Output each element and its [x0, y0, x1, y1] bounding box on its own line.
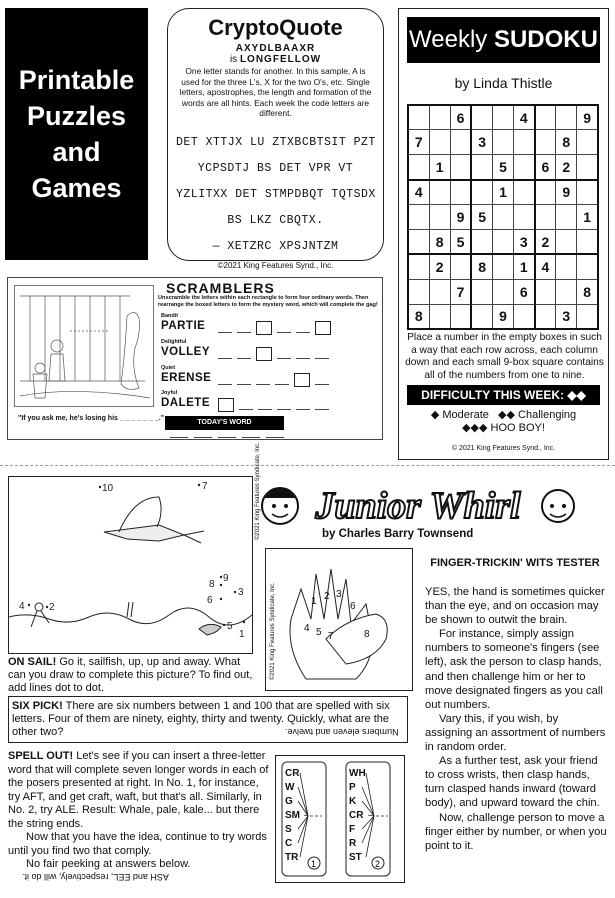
- sudoku-heading-prefix: Weekly: [409, 26, 488, 53]
- poser1-letters: SM: [285, 810, 300, 821]
- sudoku-cell[interactable]: [429, 130, 450, 155]
- spell-out-p3: No fair peeking at answers below.: [26, 858, 191, 870]
- poser2-letters: K: [349, 796, 357, 807]
- dot-label: 3: [238, 587, 244, 598]
- hand-copyright: ©2021 King Features Syndicate, Inc.: [270, 582, 276, 680]
- dot-label: 4: [19, 601, 25, 612]
- scramblers-panel: [7, 277, 383, 440]
- answer-blanks[interactable]: [218, 373, 329, 387]
- sudoku-cell: 9: [577, 105, 598, 130]
- sudoku-cell: 4: [535, 254, 556, 279]
- sudoku-cell: 9: [492, 304, 513, 329]
- poser1-letters: C: [285, 838, 293, 849]
- sudoku-cell[interactable]: [535, 205, 556, 230]
- sudoku-cell[interactable]: [492, 130, 513, 155]
- scramble-hint: Delightful: [161, 339, 187, 345]
- sudoku-row: [408, 279, 598, 304]
- sudoku-cell: 6: [514, 279, 535, 304]
- answer-blanks[interactable]: [218, 398, 329, 412]
- sudoku-cell[interactable]: [450, 304, 471, 329]
- sudoku-cell: 2: [556, 155, 577, 180]
- logo-text: Junior Whirl: [315, 485, 521, 527]
- sudoku-cell[interactable]: [471, 279, 492, 304]
- scramble-hint: Quiet: [161, 365, 176, 371]
- spell-out-p2: Now that you have the idea, continue to try words until you find two that comply.: [8, 831, 267, 857]
- sudoku-cell[interactable]: [535, 279, 556, 304]
- sudoku-cell[interactable]: [556, 205, 577, 230]
- poser1-letters: TR: [285, 852, 299, 863]
- poser2-letters: F: [349, 824, 356, 835]
- sudoku-cell: 1: [429, 155, 450, 180]
- spell-out-posers: [275, 755, 405, 883]
- dot-label: 10: [102, 483, 114, 494]
- sudoku-cell[interactable]: [450, 130, 471, 155]
- dot-label: 9: [223, 573, 229, 584]
- scramble-row: [160, 313, 382, 339]
- scramble-row: [160, 365, 382, 391]
- fingers-paragraph: YES, the hand is sometimes quicker than the eye, and on occasion may be shown to outwit the brain.: [425, 586, 605, 627]
- fingers-paragraph: For instance, simply assign numbers to someone's fingers (see left), ask the person to clasp hands, and then challenge him or her to move designated fingers as you call out numbers.: [425, 628, 603, 711]
- posers-drawing: [276, 756, 404, 882]
- scramblers-caption: "If you ask me, he's losing his _ _ _ _ _ _ _.": [18, 415, 165, 422]
- sudoku-cell[interactable]: [556, 254, 577, 279]
- sudoku-cell[interactable]: [471, 229, 492, 254]
- sudoku-cell: 8: [408, 304, 429, 329]
- sudoku-cell: 1: [514, 254, 535, 279]
- fingers-paragraph: Vary this, if you wish, by assigning an assortment of numbers in random order.: [425, 712, 606, 754]
- sudoku-cell[interactable]: [429, 105, 450, 130]
- sudoku-cell[interactable]: [471, 155, 492, 180]
- sudoku-cell: 9: [450, 205, 471, 230]
- sudoku-heading-bold: SUDOKU: [493, 26, 598, 53]
- sudoku-cell[interactable]: [450, 180, 471, 205]
- sudoku-cell[interactable]: [429, 279, 450, 304]
- sudoku-cell[interactable]: [450, 155, 471, 180]
- sudoku-cell[interactable]: [429, 304, 450, 329]
- sudoku-row: [408, 105, 598, 130]
- poser2-letters: ST: [349, 852, 362, 863]
- sudoku-row: [408, 155, 598, 180]
- title-line-3: and: [52, 137, 101, 167]
- hand-illustration: [265, 548, 413, 691]
- finger-number: 4: [304, 623, 310, 634]
- sudoku-cell[interactable]: [514, 130, 535, 155]
- sudoku-heading: [407, 17, 600, 63]
- sudoku-difficulty: DIFFICULTY THIS WEEK: ◆◆: [407, 385, 600, 405]
- sudoku-row: [408, 304, 598, 329]
- section-divider: [0, 465, 615, 466]
- title-line-2: Puzzles: [26, 101, 127, 131]
- sudoku-cell[interactable]: [556, 105, 577, 130]
- sudoku-cell: 3: [471, 130, 492, 155]
- sudoku-cell: 5: [471, 205, 492, 230]
- dot-label: 2: [49, 602, 55, 613]
- scramble-hint: Joyful: [161, 390, 178, 396]
- finger-number: 3: [336, 589, 342, 600]
- title-line-1: Printable: [18, 65, 135, 95]
- title-block: [5, 8, 148, 260]
- sudoku-cell[interactable]: [492, 279, 513, 304]
- six-pick-body: There are six numbers between 1 and 100 that are spelled with six letters. Four of them are ninety, eighty, thirty and twenty. Quickly, what are the other two?: [12, 700, 390, 738]
- sudoku-cell[interactable]: [408, 279, 429, 304]
- cryptoquote-line: YZLITXX DET STMPDBQT TQTSDX: [176, 187, 376, 201]
- sail-copyright: ©2021 King Features Syndicate, Inc.: [255, 442, 261, 540]
- finger-number: 5: [316, 627, 322, 638]
- sudoku-cell[interactable]: [471, 105, 492, 130]
- scramble-hint: Bandit: [161, 313, 179, 319]
- sudoku-byline: by Linda Thistle: [454, 75, 553, 91]
- poser1-letters: W: [285, 782, 295, 793]
- cryptoquote-is: is: [229, 54, 238, 65]
- six-pick-label: SIX PICK!: [12, 700, 63, 712]
- sudoku-instructions: Place a number in the empty boxes in such a way that each row across, each column down and each small 9-box square contains all of the numbers from one to nine.: [405, 332, 604, 381]
- sudoku-cell[interactable]: [492, 105, 513, 130]
- sudoku-cell: 8: [556, 130, 577, 155]
- cryptoquote-line: DET XTTJX LU ZTXBCBTSIT PZT: [176, 135, 376, 149]
- spell-out-label: SPELL OUT!: [8, 750, 74, 762]
- sudoku-cell[interactable]: [514, 155, 535, 180]
- sudoku-cell: 2: [429, 254, 450, 279]
- sudoku-cell: 8: [429, 229, 450, 254]
- sudoku-cell[interactable]: [577, 130, 598, 155]
- sudoku-cell[interactable]: [408, 229, 429, 254]
- sudoku-cell: 7: [450, 279, 471, 304]
- dot-label: 1: [239, 629, 245, 640]
- spell-out-answer: ASH and EEL, respectively, will do it.: [22, 872, 169, 882]
- todays-word-label: TODAY'S WORD: [165, 416, 284, 430]
- sudoku-cell[interactable]: [556, 229, 577, 254]
- poser1-letters: S: [285, 824, 292, 835]
- sudoku-cell[interactable]: [492, 205, 513, 230]
- sudoku-cell[interactable]: [577, 180, 598, 205]
- sudoku-cell[interactable]: [535, 105, 556, 130]
- spell-out-p1: Let's see if you can insert a three-letter word that will complete seven longer words in each of the posers presented at right. In No. 1, for instance, try AFT, and get craft, waft, but that's all. Similarly, in No. 2, try ALE. Result: Whale, pale, kale... but there the string ends.: [8, 750, 269, 830]
- scramble-word: PARTIE: [161, 320, 206, 332]
- sudoku-cell[interactable]: [450, 254, 471, 279]
- answer-blanks[interactable]: [218, 347, 329, 361]
- title-line-4: Games: [31, 173, 122, 203]
- finger-number: 1: [311, 596, 317, 607]
- cryptoquote-title: CryptoQuote: [208, 15, 343, 40]
- cryptoquote-line: YCPSDTJ BS DET VPR VT: [197, 161, 354, 175]
- poser2-number: 2: [375, 859, 381, 869]
- sudoku-cell[interactable]: [577, 254, 598, 279]
- on-sail-body: Go it, sailfish, up, up and away. What can you draw to complete this picture? To find out, add lines dot to dot.: [8, 656, 253, 694]
- sudoku-row: [408, 254, 598, 279]
- sudoku-cell: 3: [514, 229, 535, 254]
- sudoku-cell[interactable]: [577, 155, 598, 180]
- sudoku-cell: 9: [556, 180, 577, 205]
- sudoku-row: [408, 180, 598, 205]
- sudoku-cell: 1: [492, 180, 513, 205]
- todays-word-blanks[interactable]: [170, 428, 284, 438]
- sudoku-cell: 5: [492, 155, 513, 180]
- poser2-letters: R: [349, 838, 357, 849]
- sudoku-cell[interactable]: [471, 304, 492, 329]
- poser2-letters: CR: [349, 810, 364, 821]
- sudoku-cell: 2: [535, 229, 556, 254]
- poser1-letters: CR: [285, 768, 300, 779]
- scramblers-cartoon: [14, 285, 154, 407]
- sudoku-levels: [399, 409, 608, 435]
- dot-label: 6: [207, 595, 213, 606]
- cryptoquote-sample-line: [176, 54, 375, 65]
- sudoku-cell[interactable]: [408, 155, 429, 180]
- spell-out-text: [8, 750, 270, 872]
- sudoku-cell: 6: [535, 155, 556, 180]
- dot-label: 8: [209, 579, 215, 590]
- junior-whirl-byline: by Charles Barry Townsend: [322, 528, 474, 540]
- six-pick-answer: Numbers eleven and twelve.: [285, 727, 399, 737]
- scramble-word: VOLLEY: [161, 346, 211, 358]
- sailfish-puzzle: [8, 476, 253, 654]
- scramble-row: [160, 390, 382, 416]
- scramblers-title: SCRAMBLERS: [166, 280, 275, 296]
- fingers-title: FINGER-TRICKIN' WITS TESTER: [430, 557, 600, 569]
- sudoku-cell: 8: [577, 279, 598, 304]
- poser1-letters: G: [285, 796, 293, 807]
- poser2-letters: WH: [349, 768, 366, 779]
- sudoku-copyright: © 2021 King Features Synd., Inc.: [451, 445, 556, 452]
- sudoku-cell[interactable]: [492, 229, 513, 254]
- cryptoquote-sample-answer: LONGFELLOW: [239, 54, 322, 65]
- cryptoquote-sample-key: AXYDLBAAXR: [235, 43, 316, 54]
- fingers-paragraph: As a further test, ask your friend to cross wrists, then clasp hands, turn clasped hands inward (toward body), and upward toward the chin.: [425, 755, 600, 810]
- fingers-article: [425, 585, 607, 853]
- cryptoquote-author: — XETZRC XPSJNTZM: [212, 239, 339, 253]
- sudoku-cell[interactable]: [492, 254, 513, 279]
- sudoku-cell[interactable]: [556, 279, 577, 304]
- on-sail-text: [8, 656, 258, 695]
- level-moderate: ◆ Moderate: [430, 409, 489, 421]
- dot-label: 5: [227, 621, 233, 632]
- scramble-word: ERENSE: [161, 372, 212, 384]
- on-sail-label: ON SAIL!: [8, 656, 57, 668]
- sudoku-row: [408, 229, 598, 254]
- sudoku-panel: [398, 8, 609, 460]
- sudoku-cell[interactable]: [514, 304, 535, 329]
- fingers-paragraph: Now, challenge person to move a finger either by number, or when you point to it.: [425, 811, 607, 852]
- level-hoo-boy: ◆◆◆ HOO BOY!: [462, 422, 545, 434]
- sudoku-cell[interactable]: [577, 304, 598, 329]
- sudoku-grid: [407, 104, 599, 330]
- six-pick-box: [8, 696, 408, 743]
- level-challenging: ◆◆ Challenging: [498, 409, 577, 421]
- cartoon-drawing: [15, 286, 153, 406]
- sudoku-cell[interactable]: [429, 180, 450, 205]
- sudoku-cell[interactable]: [408, 205, 429, 230]
- sudoku-cell[interactable]: [514, 205, 535, 230]
- sudoku-cell: 5: [450, 229, 471, 254]
- finger-number: 8: [364, 629, 370, 640]
- scramble-row: [160, 339, 382, 365]
- sailfish-drawing: [9, 477, 252, 653]
- answer-blanks[interactable]: [218, 321, 331, 335]
- cryptoquote-copyright: ©2021 King Features Synd., Inc.: [217, 260, 334, 270]
- sudoku-cell[interactable]: [471, 180, 492, 205]
- dot-label: 7: [202, 481, 208, 492]
- sudoku-cell: 1: [577, 205, 598, 230]
- cryptoquote-panel: [167, 8, 384, 270]
- poser2-letters: P: [349, 782, 356, 793]
- sudoku-cell: 8: [471, 254, 492, 279]
- sudoku-cell: 4: [514, 105, 535, 130]
- sudoku-cell[interactable]: [577, 229, 598, 254]
- poser1-number: 1: [311, 859, 317, 869]
- finger-number: 2: [324, 591, 330, 602]
- sudoku-cell[interactable]: [535, 304, 556, 329]
- finger-number: 6: [350, 601, 356, 612]
- sudoku-cell[interactable]: [429, 205, 450, 230]
- sudoku-cell: 6: [450, 105, 471, 130]
- sudoku-cell[interactable]: [408, 105, 429, 130]
- sudoku-cell[interactable]: [535, 180, 556, 205]
- sudoku-cell: 3: [556, 304, 577, 329]
- sudoku-cell[interactable]: [535, 130, 556, 155]
- sudoku-row: [408, 205, 598, 230]
- finger-number: 7: [328, 631, 334, 642]
- scramble-word: DALETE: [161, 397, 210, 409]
- cryptoquote-description: One letter stands for another. In this sample, A is used for the three L's, X for the two O's, etc. Single letters, apostrophes, the length and formation of the words are all hints. Each week the code letters are different.: [179, 66, 372, 118]
- scramblers-instructions: Unscramble the letters within each rectangle to form four ordinary words. Then rearrange the boxed letters to form the mystery word, which will complete the gag!: [158, 295, 378, 308]
- sudoku-row: [408, 130, 598, 155]
- sudoku-cell[interactable]: [408, 254, 429, 279]
- sudoku-cell: 4: [408, 180, 429, 205]
- hands-drawing: [266, 549, 412, 690]
- sudoku-cell: 7: [408, 130, 429, 155]
- sudoku-cell[interactable]: [514, 180, 535, 205]
- cryptoquote-line: BS LKZ CBQTX.: [227, 213, 324, 227]
